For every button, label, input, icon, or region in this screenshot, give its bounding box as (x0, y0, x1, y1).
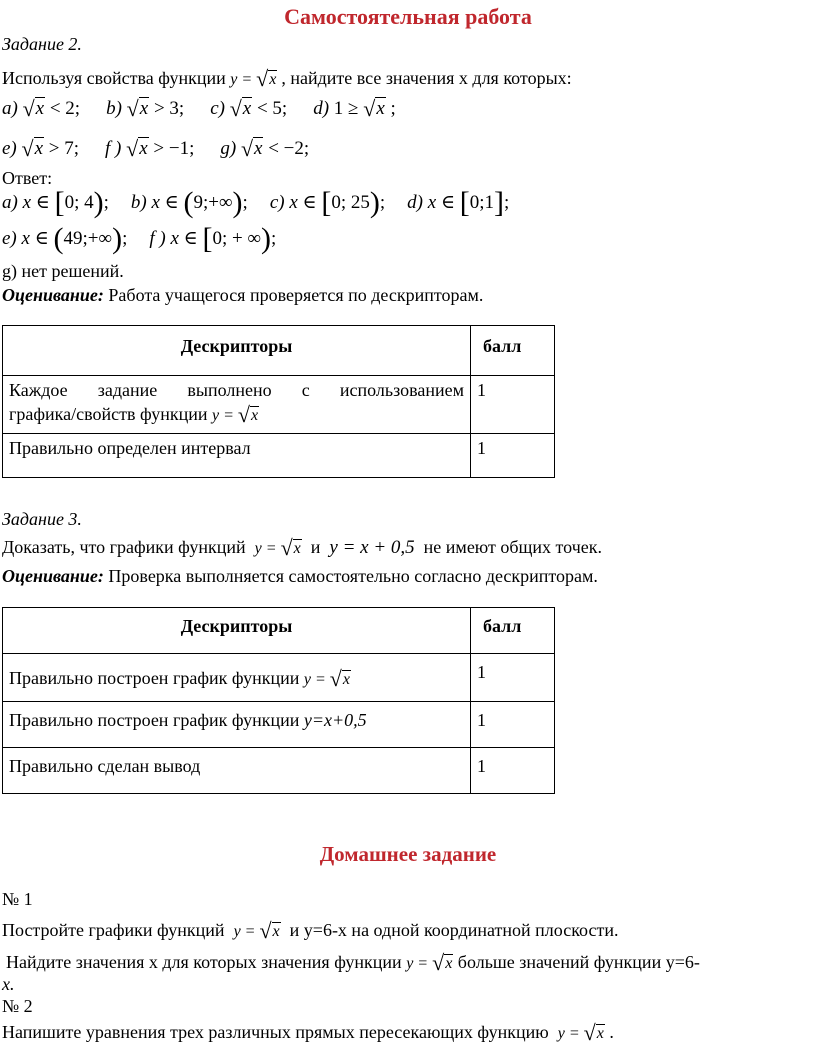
sqrt-expression (238, 402, 259, 428)
homework-p1 (2, 918, 618, 944)
sqrt-sign: √ (21, 136, 34, 161)
math-y-eq: y = (254, 540, 277, 557)
sqrt-sign: √ (126, 136, 139, 161)
answer-label: d) (407, 192, 423, 213)
math-y-eq: y = (233, 923, 256, 940)
function-sqrt-x (211, 401, 259, 427)
homework-number-1: № 1 (2, 889, 33, 909)
sqrt-sign: √ (240, 136, 254, 161)
item-label: b) (106, 98, 122, 119)
answer-end: ; (379, 192, 386, 213)
sqrt-sign: √ (229, 96, 242, 121)
table-head-descriptors: Дескрипторы (3, 608, 471, 654)
item-label: f ) (105, 138, 122, 159)
task3-text-before: Доказать, что графики функций (2, 537, 246, 557)
p3-after: . (609, 1022, 614, 1042)
row-line2 (9, 402, 464, 428)
row-score: 1 (471, 748, 555, 794)
answer-var-x: x (22, 192, 32, 213)
function-line: y = x + 0,5 (329, 537, 415, 558)
in-sign: ∈ (164, 192, 179, 213)
sqrt-sign: √ (329, 666, 342, 691)
answer-item (130, 186, 248, 219)
math-var-x: x (250, 406, 259, 424)
bracket-open: [ (459, 186, 470, 219)
answer-item (2, 186, 109, 219)
sqrt-sign: √ (126, 96, 139, 121)
function-sqrt-x (230, 66, 281, 91)
math-var-x: x (272, 923, 280, 940)
answer-label: c) (269, 192, 285, 213)
task3-evaluation (2, 566, 598, 588)
math-var-x: x (342, 671, 350, 688)
p2-after: больше значений функции y=6- (457, 952, 700, 972)
sqrt-expression (241, 136, 264, 162)
row-text: Правильно построен график функции (9, 710, 300, 730)
page-title: Самостоятельная работа (284, 4, 532, 29)
sqrt-sign: √ (22, 96, 35, 121)
descriptor-table-task2 (2, 325, 555, 478)
interval-value: 0; 4 (64, 192, 94, 213)
interval-value: 0; + ∞ (212, 228, 262, 249)
eval-text: Проверка выполняется самостоятельно согласно дескрипторам. (108, 566, 598, 586)
inequality-item (105, 138, 194, 159)
math-var-x: x (445, 955, 453, 972)
math-var-x: x (139, 138, 148, 159)
math-y-eq: y = (406, 955, 429, 972)
sqrt-expression (330, 666, 351, 692)
answer-label: e) (2, 228, 17, 249)
item-label: e) (2, 138, 17, 159)
task3-text (2, 535, 602, 561)
task2-intro (2, 66, 572, 92)
math-y-eq: y = (303, 671, 326, 688)
bracket-close: ) (261, 222, 272, 255)
math-var-x: x (242, 98, 252, 119)
bracket-open: ( (53, 222, 64, 255)
bracket-close: ) (369, 186, 380, 219)
in-sign: ∈ (183, 228, 198, 249)
sqrt-expression (22, 136, 45, 162)
answer-item (149, 222, 277, 255)
answer-g: g) нет решений. (2, 261, 124, 281)
bracket-close: ) (93, 186, 104, 219)
task3-text-and: и (310, 537, 321, 557)
inequality-item (2, 98, 80, 119)
task3-label: Задание 3. (2, 509, 82, 529)
interval-value: 0;1 (469, 192, 495, 213)
math-var-x: x (269, 71, 277, 88)
item-label: g) (220, 138, 237, 159)
table-head-descriptors: Дескрипторы (3, 326, 471, 376)
sqrt-sign: √ (259, 918, 272, 943)
sqrt-expression (127, 96, 150, 122)
row-score: 1 (471, 702, 555, 748)
sqrt-expression (363, 96, 386, 122)
table-row: Правильно сделан вывод (3, 748, 471, 794)
function-sqrt-x (557, 1020, 605, 1045)
task2-evaluation (2, 285, 483, 307)
task2-items-row2 (2, 136, 335, 162)
homework-p2 (6, 950, 700, 976)
homework-number-2: № 2 (2, 996, 33, 1016)
homework-p3 (2, 1020, 614, 1046)
math-y-eq: y = (211, 406, 234, 424)
in-sign: ∈ (35, 192, 50, 213)
sqrt-sign: √ (237, 401, 250, 427)
answer-label: Ответ: (2, 168, 53, 188)
sqrt-expression (230, 96, 253, 122)
task2-label: Задание 2. (2, 34, 82, 54)
inequality-item (313, 98, 396, 119)
inequality-item (220, 138, 309, 159)
descriptor-table-task3 (2, 607, 555, 794)
answer-var-x: x (21, 228, 30, 249)
function-sqrt-x (254, 535, 302, 560)
inequality-item (106, 98, 184, 119)
table-head-score: балл (471, 608, 555, 654)
sqrt-expression (432, 950, 453, 976)
row-score: 1 (471, 654, 555, 702)
answer-end: ; (504, 192, 510, 213)
item-relation: > −1; (153, 138, 195, 159)
answer-label: f ) (149, 228, 166, 249)
in-sign: ∈ (34, 228, 49, 249)
task3-text-after: не имеют общих точек. (423, 537, 602, 557)
table-row: Правильно определен интервал (3, 434, 471, 478)
row-score: 1 (471, 376, 555, 434)
item-label: c) (210, 98, 225, 119)
row-line2-text: графика/свойств функции (9, 403, 208, 424)
in-sign: ∈ (302, 192, 317, 213)
item-relation: < 2; (49, 98, 81, 119)
homework-p2-wrap: x. (2, 974, 15, 994)
bracket-close: ) (232, 186, 243, 219)
p3-before: Напишите уравнения трех различных прямых пересекающих функцию (2, 1022, 549, 1042)
bracket-open: [ (321, 186, 332, 219)
eval-label: Оценивание: (2, 566, 104, 586)
in-sign: ∈ (440, 192, 456, 213)
sqrt-expression (259, 918, 280, 944)
bracket-open: [ (202, 222, 213, 255)
math-y-eq: y = (230, 71, 253, 88)
homework-title: Домашнее задание (319, 842, 497, 866)
sqrt-sign: √ (256, 66, 269, 91)
bracket-close: ] (494, 186, 505, 219)
bracket-open: ( (183, 186, 194, 219)
bracket-close: ) (112, 222, 123, 255)
math-var-x: x (376, 98, 385, 119)
interval-value: 49;+∞ (63, 228, 113, 249)
table-row (3, 654, 471, 702)
sqrt-sign: √ (583, 1020, 596, 1045)
answers-row2 (2, 224, 298, 254)
answer-var-x: x (427, 192, 437, 213)
math-var-x: x (34, 138, 44, 159)
bracket-open: [ (54, 186, 65, 219)
task2-items-row1 (2, 96, 422, 122)
interval-value: 9;+∞ (193, 192, 233, 213)
table-head-score: балл (471, 326, 555, 376)
sqrt-expression (584, 1020, 605, 1046)
math-var-x: x (254, 138, 263, 159)
math-var-x: x (139, 98, 149, 119)
task2-intro-before: Используя свойства функции (2, 68, 226, 88)
sqrt-expression (256, 66, 277, 92)
answer-item (2, 222, 128, 255)
answers-row1 (2, 188, 531, 218)
item-relation: < −2; (268, 138, 310, 159)
inequality-item (210, 98, 287, 119)
math-var-x: x (596, 1025, 604, 1042)
sqrt-expression (23, 96, 46, 122)
inequality-item (2, 138, 79, 159)
function-sqrt-x (233, 918, 281, 943)
answer-end: ; (271, 228, 277, 249)
table-row (3, 376, 471, 434)
math-y-eq: y = (557, 1025, 580, 1042)
row-line1: Каждое задание выполнено с использованием (9, 380, 464, 400)
math-var-x: x (35, 98, 45, 119)
sqrt-expression (281, 535, 302, 561)
function-sqrt-x (406, 950, 453, 975)
sqrt-sign: √ (432, 950, 445, 975)
eval-label: Оценивание: (2, 285, 104, 305)
row-score: 1 (471, 434, 555, 478)
math-var-x: x (293, 540, 301, 557)
p1-before: Постройте графики функций (2, 920, 225, 940)
sqrt-expression (126, 136, 149, 162)
item-relation: > 7; (48, 138, 80, 159)
item-label: d) (313, 98, 330, 119)
answer-end: ; (103, 192, 109, 213)
eval-text: Работа учащегося проверяется по дескрипторам. (108, 285, 484, 305)
answer-label: a) (2, 192, 18, 213)
item-relation: < 5; (256, 98, 288, 119)
item-relation: ; (390, 98, 396, 119)
item-prefix: 1 ≥ (333, 98, 359, 119)
p2-before: Найдите значения х для которых значения функции (6, 952, 402, 972)
answer-end: ; (242, 192, 248, 213)
interval-value: 0; 25 (331, 192, 370, 213)
item-relation: > 3; (153, 98, 185, 119)
answer-item (407, 186, 510, 219)
row-func: y=x+0,5 (303, 710, 367, 730)
sqrt-sign: √ (363, 96, 376, 121)
answer-label: b) (130, 192, 147, 213)
row-text: Правильно построен график функции (9, 668, 300, 688)
answer-item (269, 186, 386, 219)
answer-var-x: x (170, 228, 179, 249)
table-row (3, 702, 471, 748)
answer-var-x: x (289, 192, 298, 213)
function-sqrt-x (303, 666, 351, 691)
answer-var-x: x (151, 192, 160, 213)
task2-intro-after: , найдите все значения х для которых: (281, 68, 572, 88)
answer-end: ; (122, 228, 128, 249)
item-label: a) (2, 98, 18, 119)
p1-after: и y=6-x на одной координатной плоскости. (289, 920, 619, 940)
sqrt-sign: √ (280, 535, 293, 560)
